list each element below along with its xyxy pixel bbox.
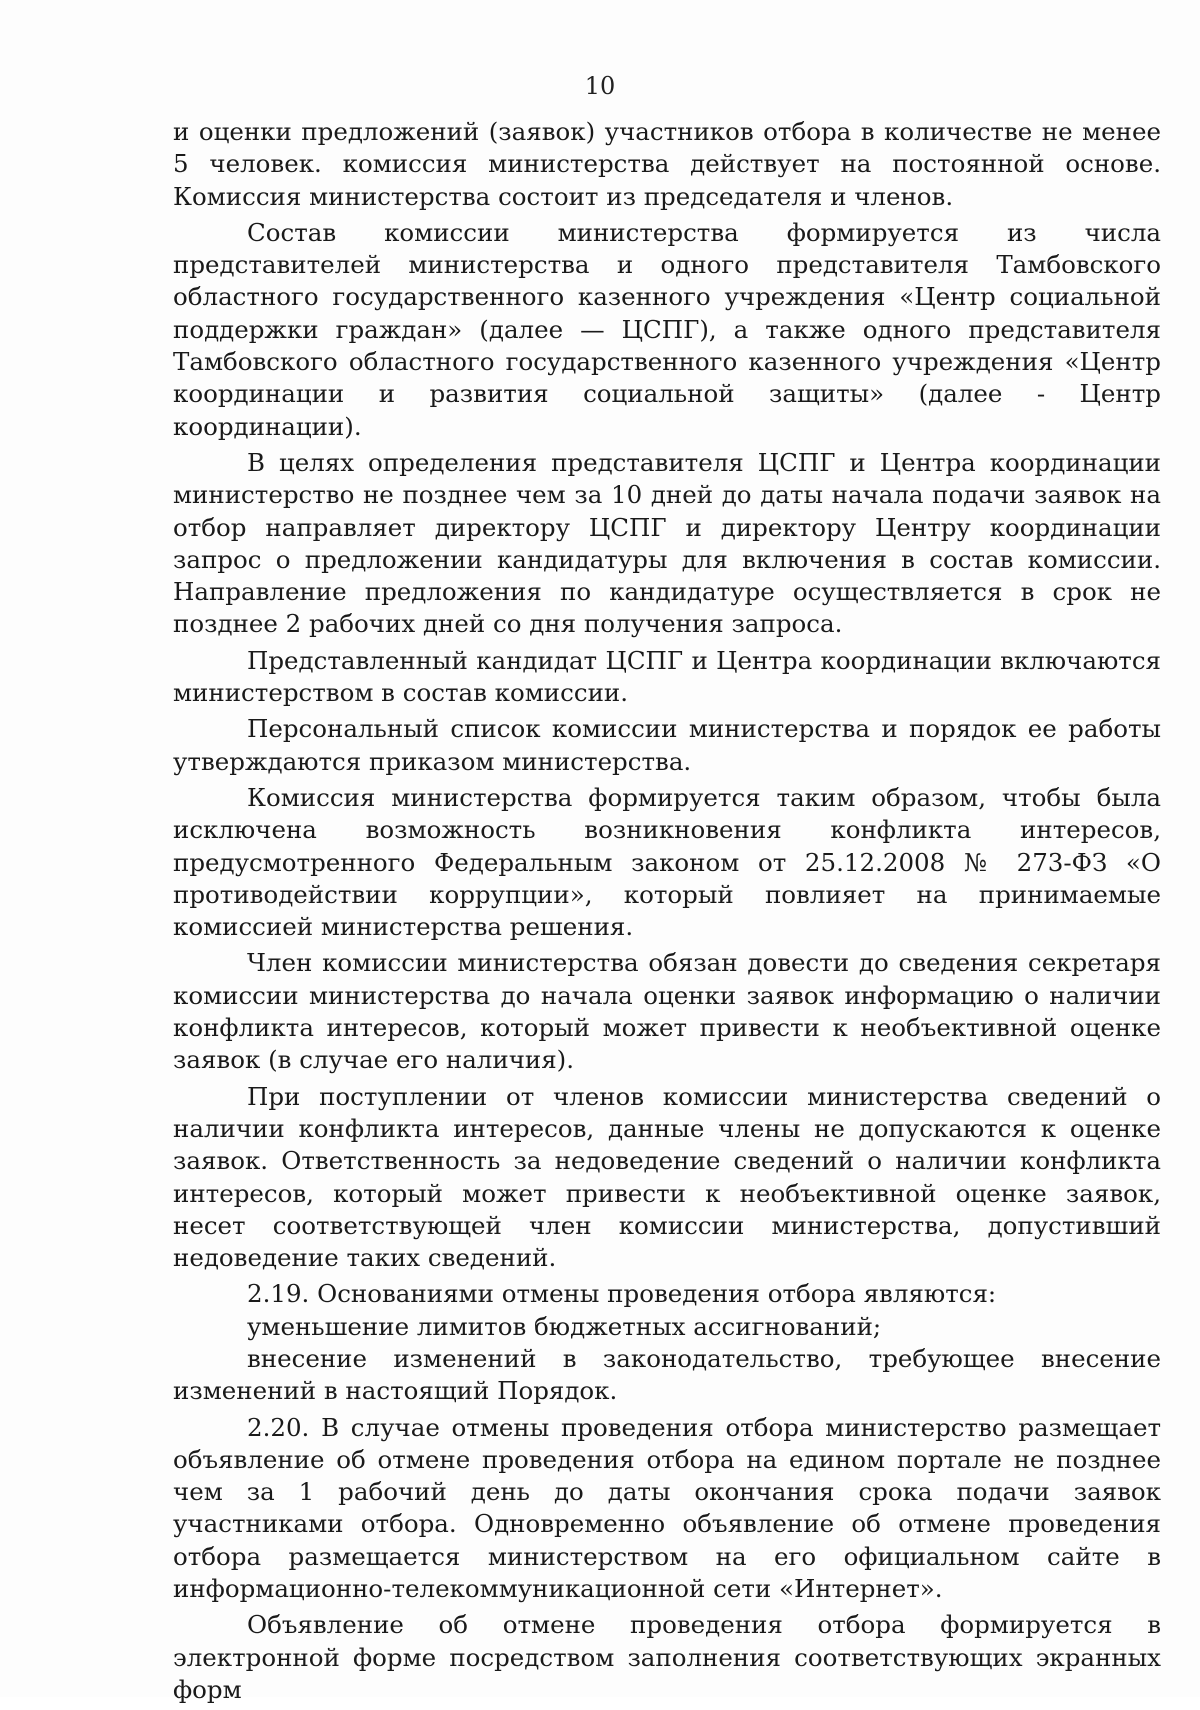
page-number: 10 [584,72,616,100]
paragraph: 2.19. Основаниями отмены проведения отбора являются: [247,1279,997,1309]
paragraph: и оценки предложений (заявок) участников отбора в количестве не менее 5 человек. комиссия министерства действует на постоянной основе. Комиссия министерства состоит из председателя и членов. [173,117,1161,211]
paragraph: Состав комиссии министерства формируется из числа представителей министерства и одного представителя Тамбовского областного государственного казенного учреждения «Центр социальной поддержки граждан» (далее — ЦСПГ), а также одного представителя Тамбовского областного государственного казенного учреждения «Центр координации и развития социальной защиты» (далее - Центр координации). [173,217,1161,441]
paragraph: Объявление об отмене проведения отбора формируется в электронной форме посредством заполнения соответствующих экранных форм [173,1610,1161,1704]
paragraph: внесение изменений в законодательство, требующее внесение изменений в настоящий Порядок. [173,1343,1161,1406]
paragraph: уменьшение лимитов бюджетных ассигнований; [247,1311,882,1341]
paragraph: Персональный список комиссии министерства и порядок ее работы утверждаются приказом министерства. [173,714,1161,776]
paragraph: Член комиссии министерства обязан довести до сведения секретаря комиссии министерства до начала оценки заявок информацию о наличии конфликта интересов, который может привести к необъективной оценке заявок (в случае его наличия). [173,948,1161,1075]
document-body [173,116,1161,1710]
paragraph: 2.20. В случае отмены проведения отбора министерство размещает объявление об отмене проведения отбора на едином портале не позднее чем за 1 рабочий день до даты окончания срока подачи заявок участниками отбора. Одновременно объявление об отмене проведения отбора размещается министерством на его официальном сайте в информационно-телекоммуникационной сети «Интернет». [173,1412,1161,1604]
paragraph: При поступлении от членов комиссии министерства сведений о наличии конфликта интересов, данные члены не допускаются к оценке заявок. Ответственность за недоведение сведений о наличии конфликта интересов, который может привести к необъективной оценке заявок, несет соответствующей член комиссии министерства, допустивший недоведение таких сведений. [173,1081,1161,1273]
paragraph: Представленный кандидат ЦСПГ и Центра координации включаются министерством в состав комиссии. [173,645,1161,708]
paragraph: В целях определения представителя ЦСПГ и Центра координации министерство не позднее чем за 10 дней до даты начала подачи заявок на отбор направляет директору ЦСПГ и директору Центру координации запрос о предложении кандидатуры для включения в состав комиссии. Направление предложения по кандидатуре осуществляется в срок не позднее 2 рабочих дней со дня получения запроса. [173,447,1161,639]
paragraph: Комиссия министерства формируется таким образом, чтобы была исключена возможность возникновения конфликта интересов, предусмотренного Федеральным законом от 25.12.2008 № 273-ФЗ «О противодействии коррупции», который повлияет на принимаемые комиссией министерства решения. [173,782,1161,942]
